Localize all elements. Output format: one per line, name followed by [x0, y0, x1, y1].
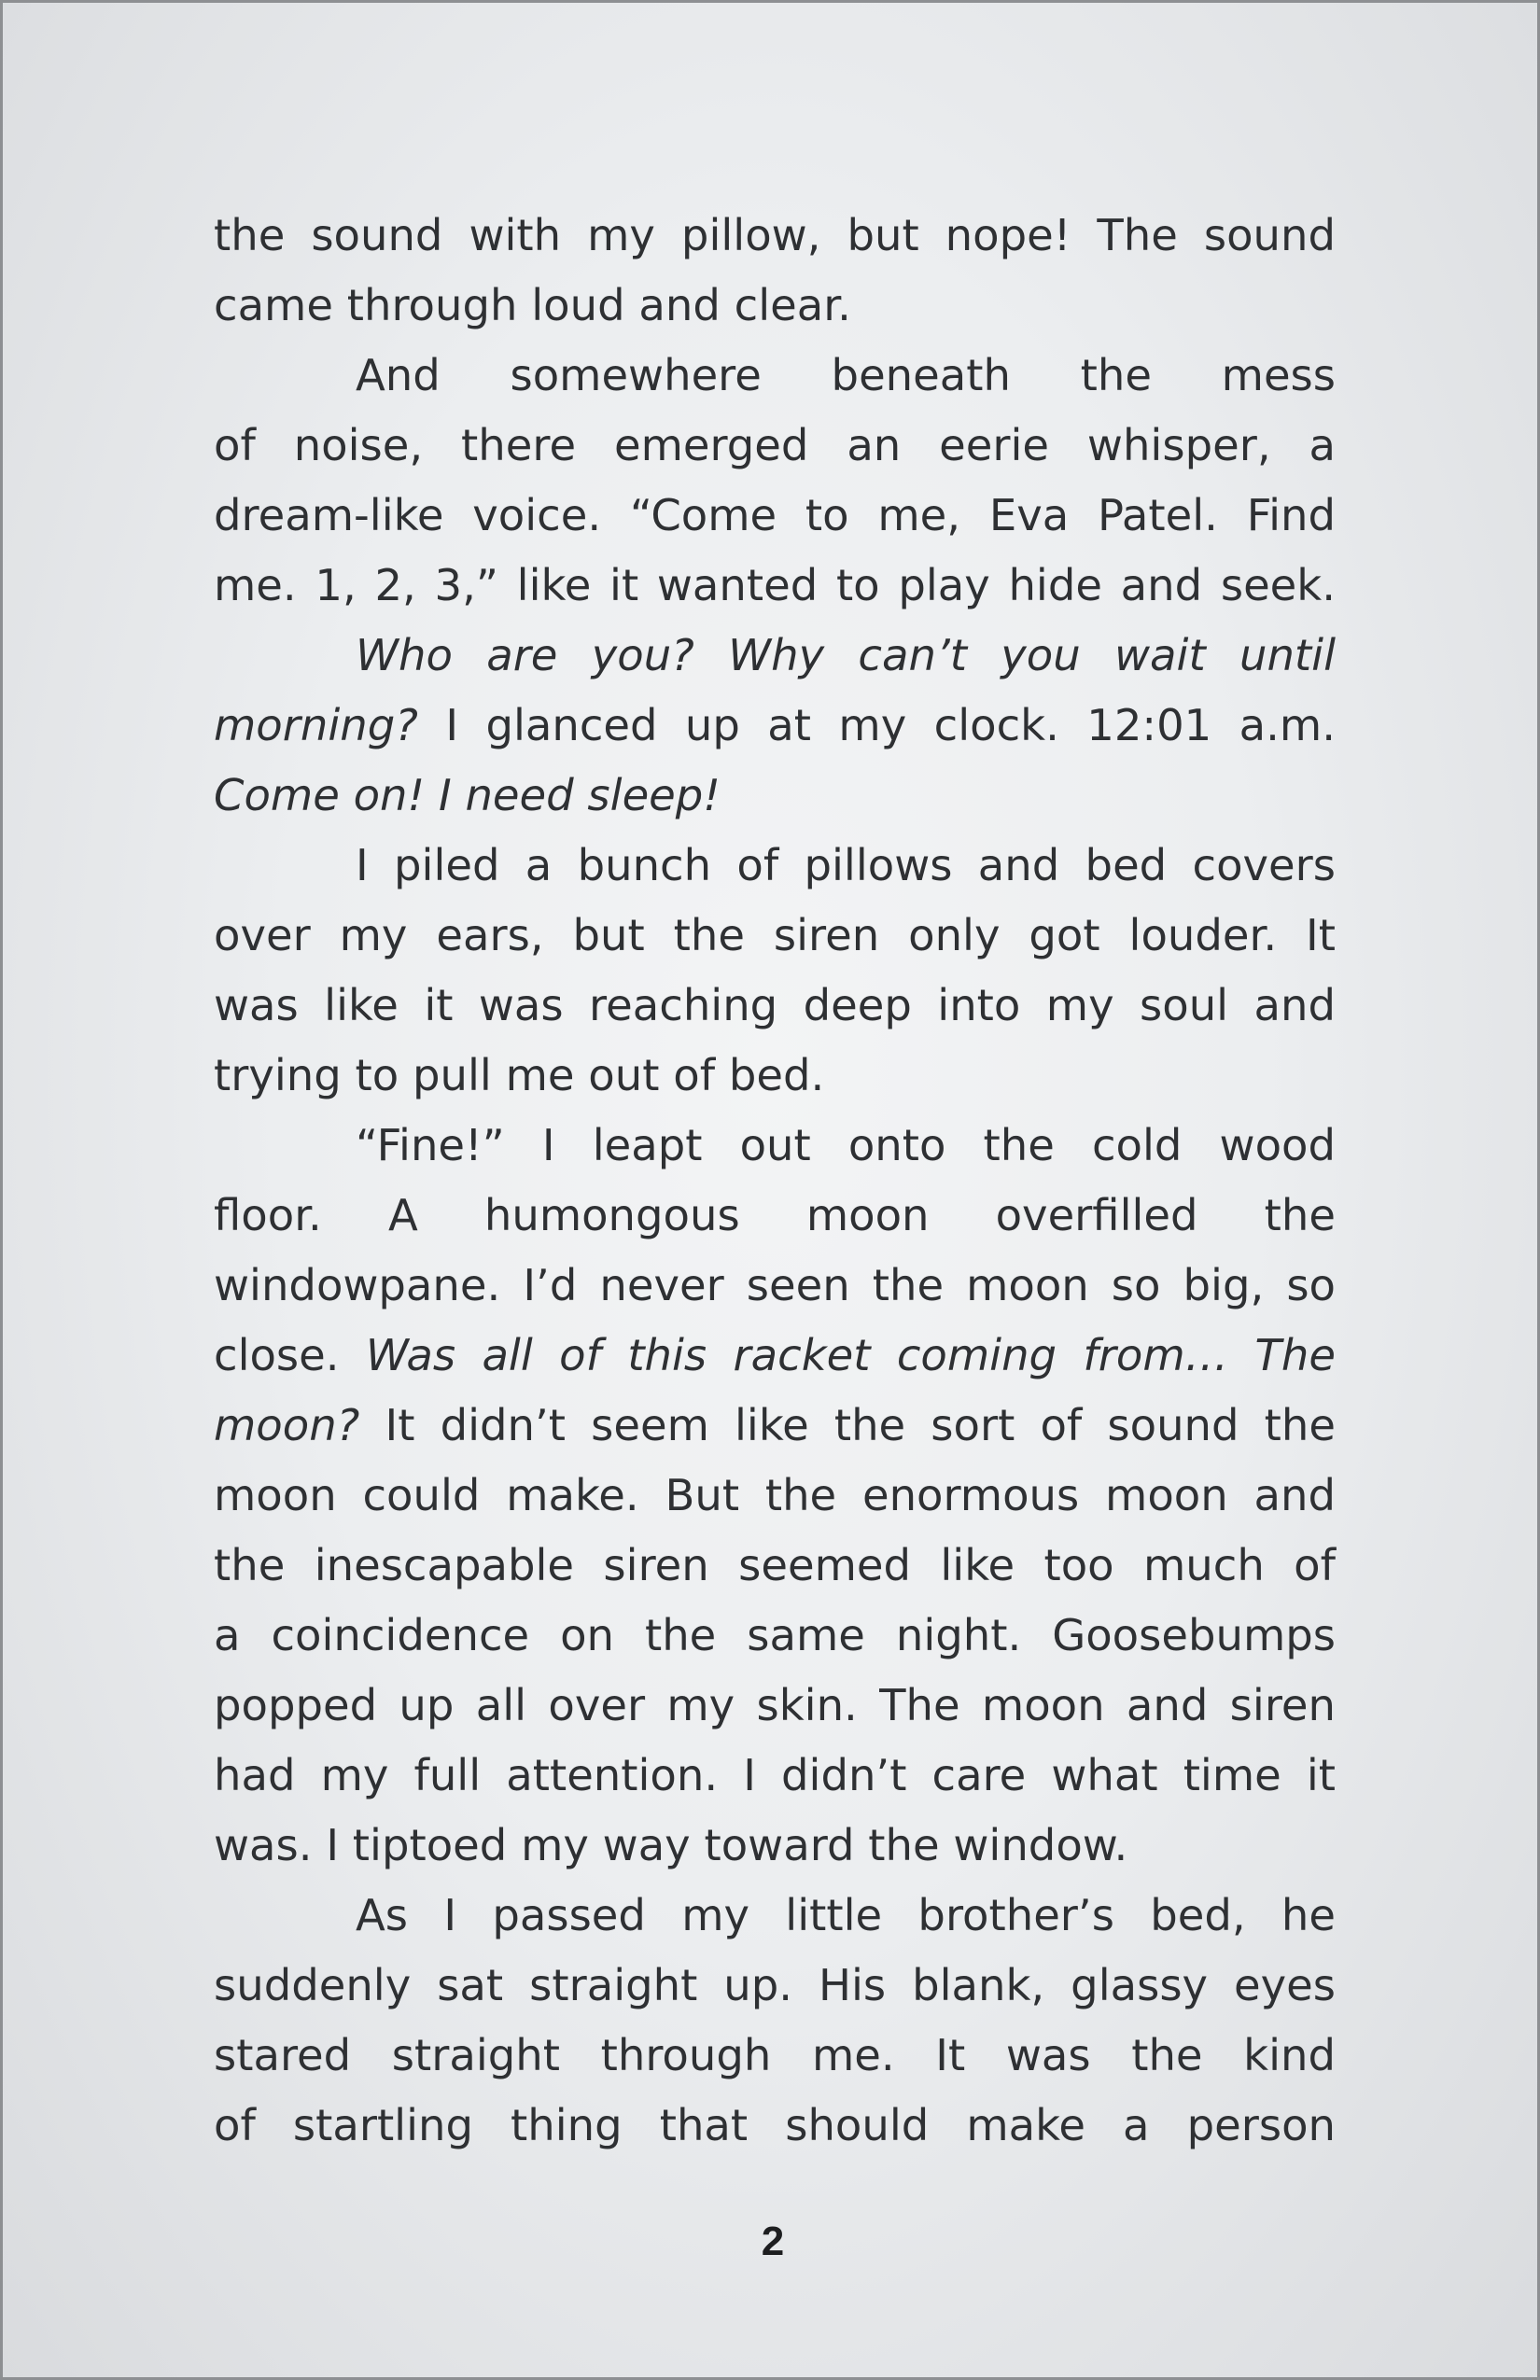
- paragraph-first-line: [214, 621, 1336, 691]
- text-line: of noise, there emerged an eerie whisper, a: [214, 420, 1336, 470]
- body-text: [214, 201, 1336, 2161]
- page-number: 2: [761, 2219, 785, 2264]
- paragraph-first-line: As I passed my little brother’s bed, he: [356, 1890, 1336, 1940]
- italic-thought: moon?: [214, 1400, 360, 1450]
- text-line: moon could make. But the enormous moon and: [214, 1470, 1336, 1520]
- paragraph-first-line: I piled a bunch of pillows and bed covers: [356, 840, 1336, 890]
- text-line: trying to pull me out of bed.: [214, 1050, 825, 1100]
- text-line: popped up all over my skin. The moon and siren: [214, 1680, 1336, 1730]
- italic-thought: Come on! I need sleep!: [214, 770, 721, 820]
- text-line: [214, 761, 1336, 831]
- text-line: came through loud and clear.: [214, 280, 851, 330]
- text-line: was like it was reaching deep into my soul and: [214, 980, 1336, 1030]
- text-line: floor. A humongous moon overfilled the: [214, 1190, 1336, 1240]
- text-line: was. I tiptoed my way toward the window.: [214, 1820, 1128, 1870]
- text-span: I glanced up at my clock. 12:01 a.m.: [417, 700, 1336, 750]
- text-line: of startling thing that should make a person: [214, 2100, 1336, 2150]
- text-line: [214, 1321, 1336, 1391]
- text-span: close.: [214, 1330, 366, 1380]
- text-line: suddenly sat straight up. His blank, glassy eyes: [214, 1960, 1336, 2010]
- text-line: over my ears, but the siren only got louder. It: [214, 910, 1336, 960]
- italic-thought: Who are you? Why can’t you wait until: [356, 630, 1336, 680]
- italic-thought: morning?: [214, 700, 418, 750]
- paragraph-first-line: “Fine!” I leapt out onto the cold wood: [356, 1120, 1336, 1170]
- text-span: It didn’t seem like the sort of sound the: [359, 1400, 1336, 1450]
- text-line: [214, 691, 1336, 761]
- text-line: dream-like voice. “Come to me, Eva Patel. Find: [214, 490, 1336, 540]
- text-line: had my full attention. I didn’t care what time it: [214, 1750, 1336, 1800]
- text-line: the inescapable siren seemed like too much of: [214, 1540, 1336, 1590]
- text-line: me. 1, 2, 3,” like it wanted to play hide and seek.: [214, 560, 1336, 610]
- text-line: windowpane. I’d never seen the moon so big, so: [214, 1260, 1336, 1310]
- text-line: [214, 1391, 1336, 1461]
- text-line: the sound with my pillow, but nope! The sound: [214, 210, 1336, 260]
- italic-thought: Was all of this racket coming from… The: [365, 1330, 1336, 1380]
- paragraph-first-line: And somewhere beneath the mess: [356, 350, 1336, 400]
- text-line: a coincidence on the same night. Goosebumps: [214, 1610, 1336, 1660]
- text-line: stared straight through me. It was the kind: [214, 2030, 1336, 2080]
